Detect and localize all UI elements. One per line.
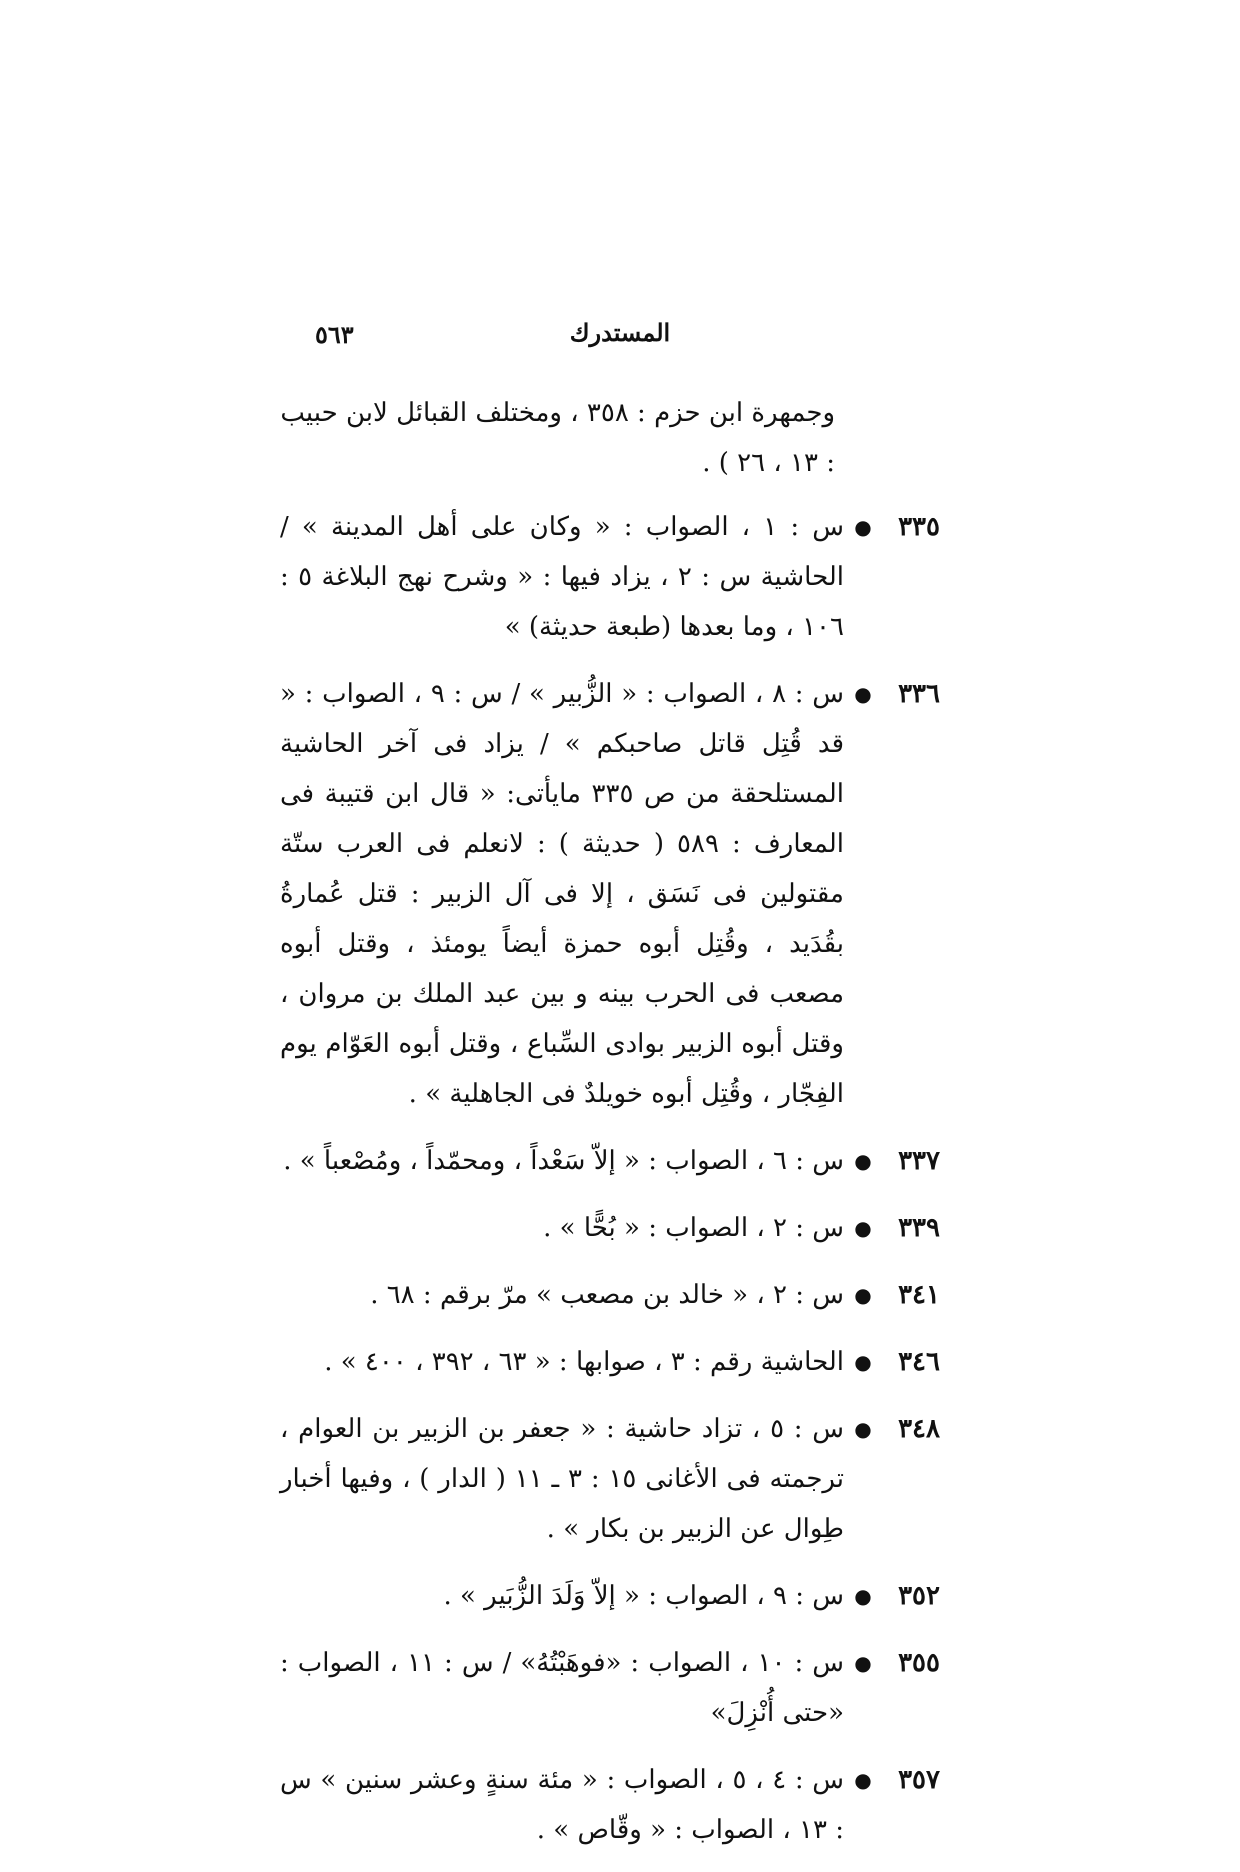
bullet-icon: ●: [854, 1216, 872, 1240]
entry-text: س : ٩ ، الصواب : « إلاّ وَلَدَ الزُّبَير » .: [443, 1581, 844, 1611]
entry-336: [280, 669, 940, 1119]
entry-357: [280, 1755, 940, 1855]
bullet-icon: ●: [854, 1584, 872, 1608]
entry-339: [280, 1203, 940, 1253]
bullet-icon: ●: [854, 1149, 872, 1173]
page-body: [280, 388, 940, 1872]
page-number: ٥٦٣: [315, 320, 354, 349]
bullet-icon: ●: [854, 1417, 872, 1441]
bullet-icon: ●: [854, 1651, 872, 1675]
entry-number: ٣٤٦: [898, 1347, 940, 1377]
entry-number: ٣٥٥: [898, 1648, 940, 1678]
entry-352: [280, 1571, 940, 1621]
bullet-icon: ●: [854, 515, 872, 539]
entry-number: ٣٣٥: [898, 512, 940, 542]
entry-number: ٣٣٦: [898, 679, 940, 709]
entry-337: [280, 1136, 940, 1186]
entry-346: [280, 1337, 940, 1387]
bullet-icon: ●: [854, 1283, 872, 1307]
bullet-icon: ●: [854, 1768, 872, 1792]
entry-text: س : ٨ ، الصواب : « الزُّبير » / س : ٩ ، الصواب : « قد قُتِل قاتل صاحبكم » / يزاد فى آخر الحاشية المستلحقة من ص ٣٣٥ مايأتى: « قال ابن قتيبة فى المعارف : ٥٨٩ ( حديثة ) : لانعلم فى العرب ستّة مقتولين فى نَسَق ، إلا فى آل الزبير : قتل عُمارةُ بقُدَيد ، وقُتِل أبوه حمزة أيضاً يومئذ ، وقتل أبوه مصعب فى الحرب بينه و بين عبد الملك بن مروان ، وقتل أبوه الزبير بوادى السِّباع ، وقتل أبوه العَوّام يوم الفِجّار ، وقُتِل أبوه خويلدٌ فى الجاهلية » .: [280, 679, 845, 1109]
entry-text: س : ١ ، الصواب : « وكان على أهل المدينة » / الحاشية س : ٢ ، يزاد فيها : « وشرح نهج البلاغة ٥ : ١٠٦ ، وما بعدها (طبعة حديثة) »: [280, 512, 844, 642]
intro-line: وجمهرة ابن حزم : ٣٥٨ ، ومختلف القبائل لابن حبيب : ١٣ ، ٢٦ ) .: [280, 398, 835, 478]
entry-text: س : ٤ ، ٥ ، الصواب : « مئة سنةٍ وعشر سنين » س : ١٣ ، الصواب : « وقّاص » .: [280, 1765, 845, 1845]
running-title: المستدرك: [569, 318, 671, 347]
entry-text: س : ١٠ ، الصواب : «فوهَبْتُهُ» / س : ١١ ، الصواب : «حتى أُنْزِلَ»: [280, 1648, 844, 1728]
bullet-icon: ●: [854, 1350, 872, 1374]
entry-number: ٣٤٨: [898, 1414, 940, 1444]
entry-number: ٣٥٧: [898, 1765, 940, 1795]
entry-number: ٣٤١: [898, 1280, 940, 1310]
entry-335: [280, 502, 940, 652]
entry-text: س : ٦ ، الصواب : « إلاّ سَعْداً ، ومحمّداً ، ومُصْعباً » .: [283, 1146, 844, 1176]
entry-number: ٣٣٩: [898, 1213, 940, 1243]
entry-348: [280, 1404, 940, 1554]
entry-341: [280, 1270, 940, 1320]
entry-text: س : ٢ ، الصواب : « بُحًّا » .: [543, 1213, 844, 1243]
bullet-icon: ●: [854, 682, 872, 706]
entry-text: الحاشية رقم : ٣ ، صوابها : « ٦٣ ، ٣٩٢ ، ٤٠٠ » .: [324, 1347, 844, 1377]
entry-355: [280, 1638, 940, 1738]
entry-text: س : ٥ ، تزاد حاشية : « جعفر بن الزبير بن العوام ، ترجمته فى الأغانى ١٥ : ٣ ـ ١١ ( الدار ) ، وفيها أخبار طِوال عن الزبير بن بكار » .: [280, 1414, 845, 1544]
entry-number: ٣٣٧: [898, 1146, 940, 1176]
entry-text: س : ٢ ، « خالد بن مصعب » مرّ برقم : ٦٨ .: [370, 1280, 844, 1310]
entry-number: ٣٥٢: [898, 1581, 940, 1611]
